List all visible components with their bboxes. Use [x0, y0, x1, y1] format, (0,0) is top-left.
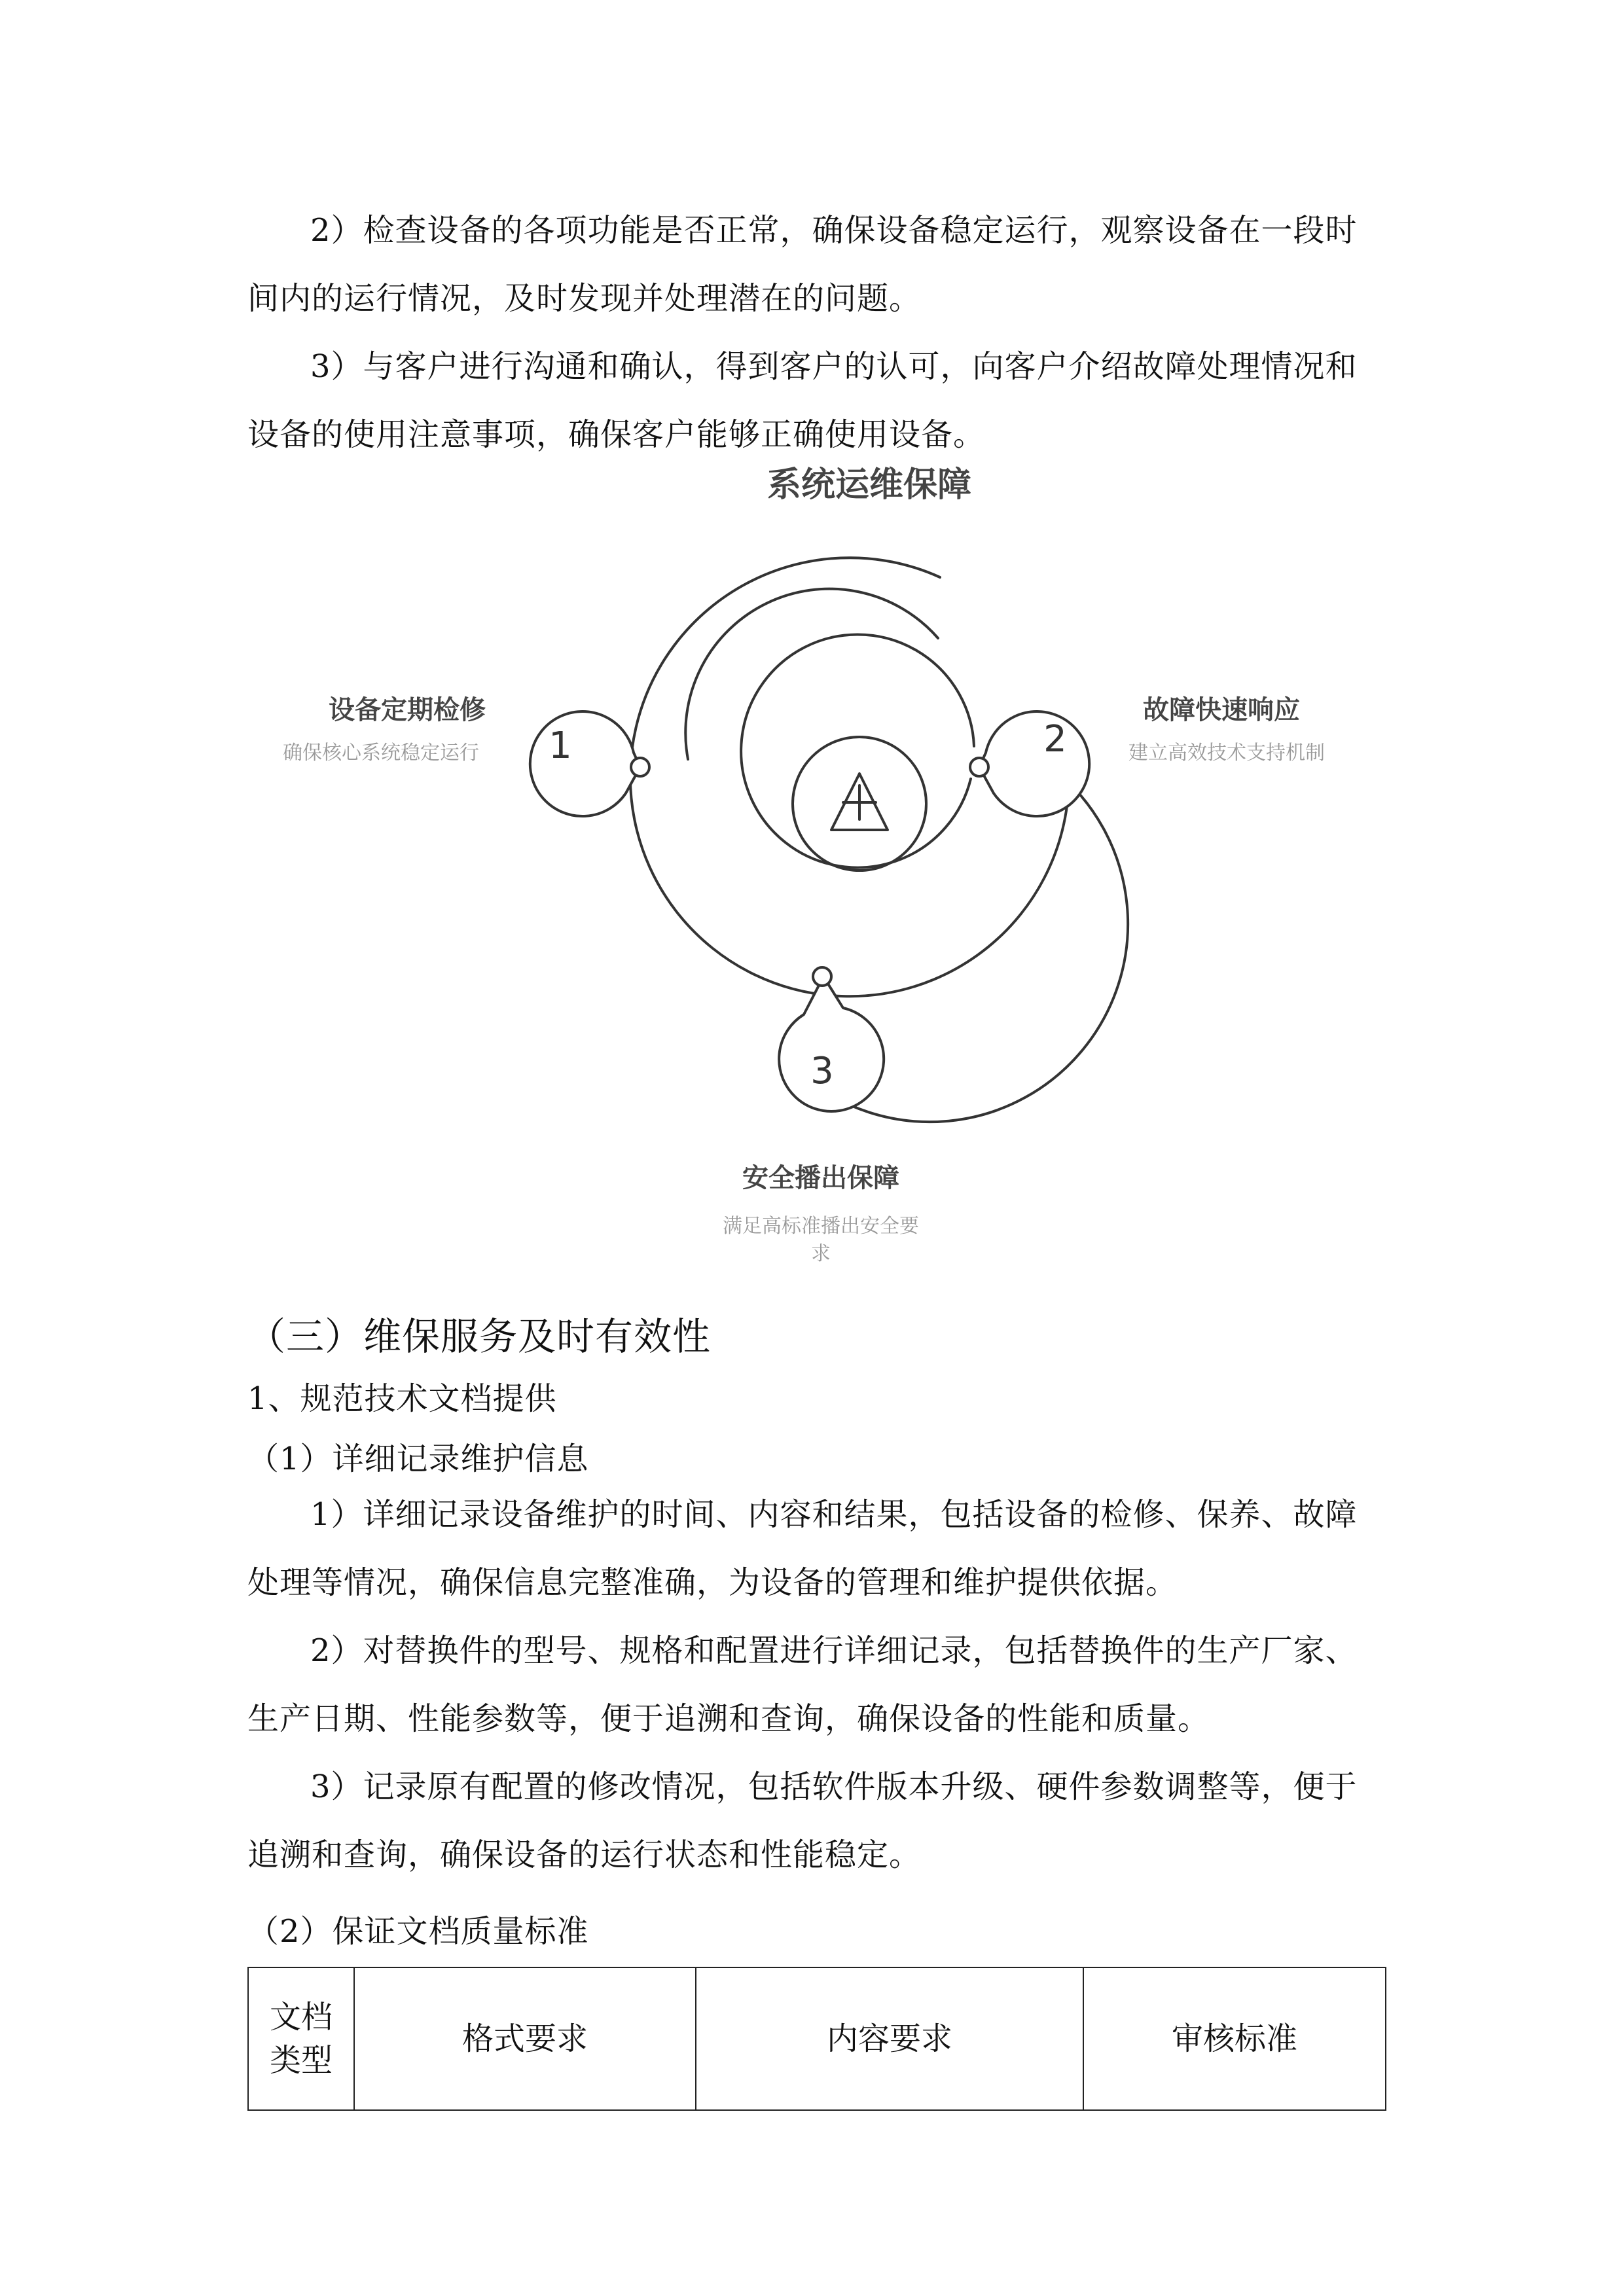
- node-3-desc-line2: 求: [811, 1242, 831, 1265]
- node-3-title: 安全播出保障: [742, 1163, 899, 1193]
- node-1: [283, 695, 649, 816]
- node-2-bubble: [979, 711, 1089, 816]
- operations-diagram: [247, 458, 1386, 1283]
- document-standard-table: [247, 1967, 1386, 2111]
- subheading-record-maintenance: （1）详细记录维护信息: [247, 1441, 589, 1477]
- node-1-desc: 确保核心系统稳定运行: [283, 742, 479, 764]
- node-3-dot: [813, 967, 831, 986]
- header-format: 格式要求: [354, 1967, 696, 2110]
- paragraph-check-functions: 2）检查设备的各项功能是否正常，确保设备稳定运行，观察设备在一段时间内的运行情况，及时发现并处理潜在的问题。: [247, 212, 1358, 317]
- paragraph-replacement-record: 2）对替换件的型号、规格和配置进行详细记录，包括替换件的生产厂家、生产日期、性能参数等，便于追溯和查询，确保设备的性能和质量。: [247, 1632, 1358, 1737]
- paragraph-customer-confirmation: 3）与客户进行沟通和确认，得到客户的认可，向客户介绍故障处理情况和设备的使用注意事项，确保客户能够正确使用设备。: [247, 348, 1358, 453]
- inner-ring: [741, 634, 974, 867]
- diagram-title: 系统运维保障: [767, 465, 972, 505]
- node-1-title: 设备定期检修: [329, 695, 486, 725]
- section-heading: （三）维保服务及时有效性: [247, 1314, 712, 1359]
- node-1-number: 1: [549, 725, 572, 767]
- node-3: [723, 967, 919, 1265]
- third-ring: [685, 589, 938, 759]
- node-2-title: 故障快速响应: [1143, 695, 1300, 725]
- header-doc-type: 文档类型: [248, 1967, 354, 2110]
- node-3-number: 3: [810, 1050, 834, 1092]
- node-1-bubble: [530, 711, 640, 816]
- node-2-dot: [970, 758, 988, 776]
- node-2-number: 2: [1043, 718, 1067, 761]
- node-1-dot: [631, 758, 649, 776]
- paragraph-config-record: 3）记录原有配置的修改情况，包括软件版本升级、硬件参数调整等，便于追溯和查询，确保设备的运行状态和性能稳定。: [247, 1768, 1358, 1873]
- paragraph-maintenance-record: 1）详细记录设备维护的时间、内容和结果，包括设备的检修、保养、故障处理等情况，确保信息完整准确，为设备的管理和维护提供依据。: [247, 1496, 1358, 1601]
- subheading-document-provision: 1、规范技术文档提供: [247, 1380, 557, 1417]
- node-2: [970, 695, 1325, 816]
- header-review: 审核标准: [1083, 1967, 1386, 2110]
- subheading-document-quality: （2）保证文档质量标准: [247, 1913, 589, 1950]
- node-3-desc-line1: 满足高标准播出安全要: [723, 1215, 919, 1238]
- table-header-row: [248, 1967, 1386, 2110]
- header-content: 内容要求: [696, 1967, 1083, 2110]
- node-2-desc: 建立高效技术支持机制: [1128, 742, 1325, 764]
